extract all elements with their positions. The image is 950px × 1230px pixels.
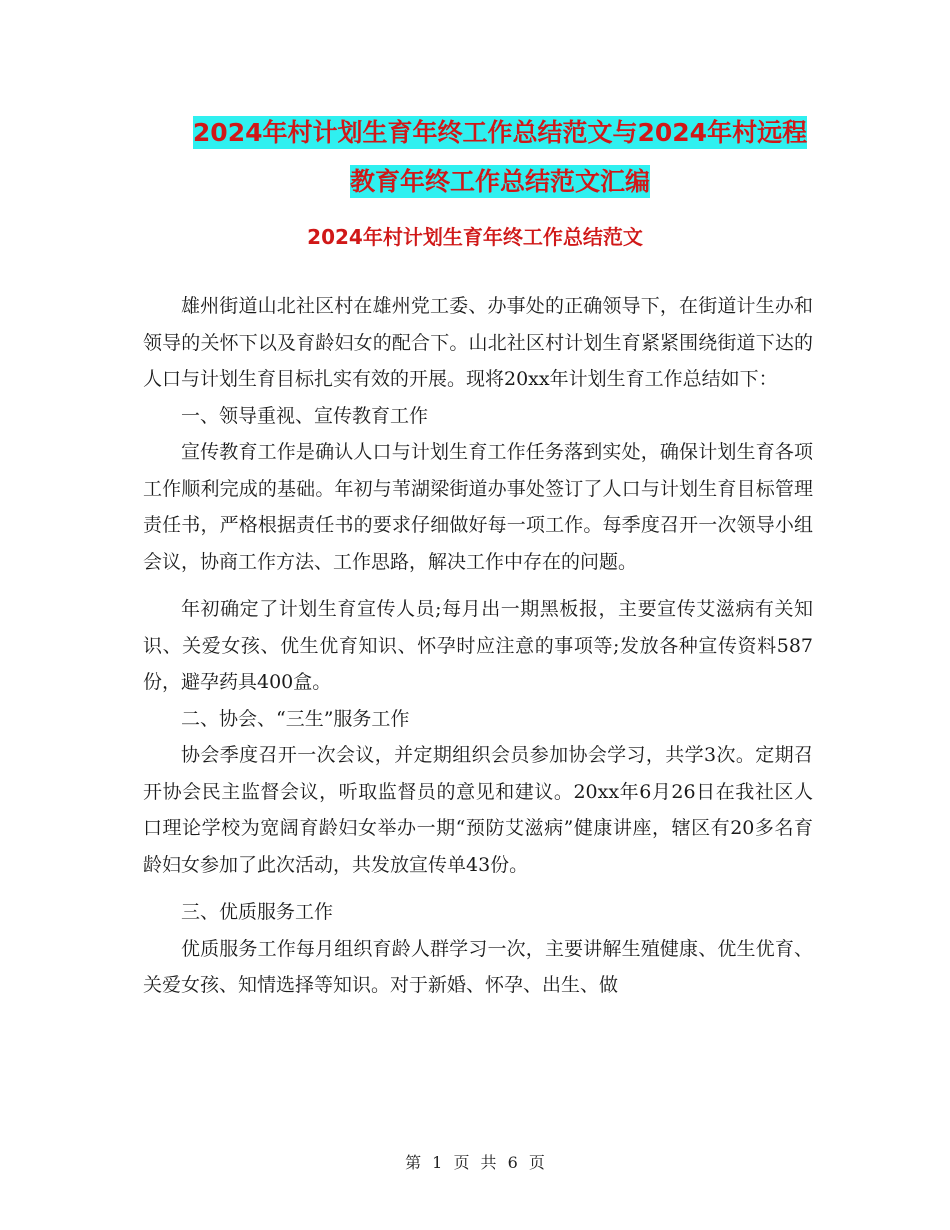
paragraph-2: 年初确定了计划生育宣传人员;每月出一期黑板报，主要宣传艾滋病有关知识、关爱女孩、优生优育知识、怀孕时应注意的事项等;发放各种宣传资料587份，避孕药具400盒。: [143, 598, 813, 693]
document-body: [143, 288, 813, 1004]
heading-3: 三、优质服务工作: [181, 901, 334, 923]
paragraph-1: 宣传教育工作是确认人口与计划生育工作任务落到实处，确保计划生育各项工作顺利完成的基础。年初与苇湖梁街道办事处签订了人口与计划生育目标管理责任书，严格根据责任书的要求仔细做好每一项工作。每季度召开一次领导小组会议，协商工作方法、工作思路，解决工作中存在的问题。: [143, 441, 813, 573]
heading-2: 二、协会、“三生”服务工作: [181, 707, 410, 730]
paragraph-intro: 雄州街道山北社区村在雄州党工委、办事处的正确领导下，在街道计生办和领导的关怀下以及育龄妇女的配合下。山北社区村计划生育紧紧围绕街道下达的人口与计划生育目标扎实有效的开展。现将20xx年计划生育工作总结如下：: [143, 295, 813, 390]
title-line-1: 2024年村计划生育年终工作总结范文与2024年村远程: [192, 118, 808, 147]
title-line-2: 教育年终工作总结范文汇编: [349, 167, 650, 196]
heading-1: 一、领导重视、宣传教育工作: [181, 404, 429, 427]
paragraph-4: 优质服务工作每月组织育龄人群学习一次，主要讲解生殖健康、优生优育、关爱女孩、知情选择等知识。对于新婚、怀孕、出生、做: [143, 937, 813, 996]
document-title: [140, 108, 860, 206]
section-title: 2024年村计划生育年终工作总结范文: [307, 225, 643, 249]
paragraph-3: 协会季度召开一次会议，并定期组织会员参加协会学习，共学3次。定期召开协会民主监督会议，听取监督员的意见和建议。20xx年6月26日在我社区人口理论学校为宽阔育龄妇女举办一期“预防艾滋病”健康讲座，辖区有20多名育龄妇女参加了此次活动，共发放宣传单43份。: [143, 744, 813, 876]
page-number: 第 1 页 共 6 页: [405, 1153, 545, 1172]
